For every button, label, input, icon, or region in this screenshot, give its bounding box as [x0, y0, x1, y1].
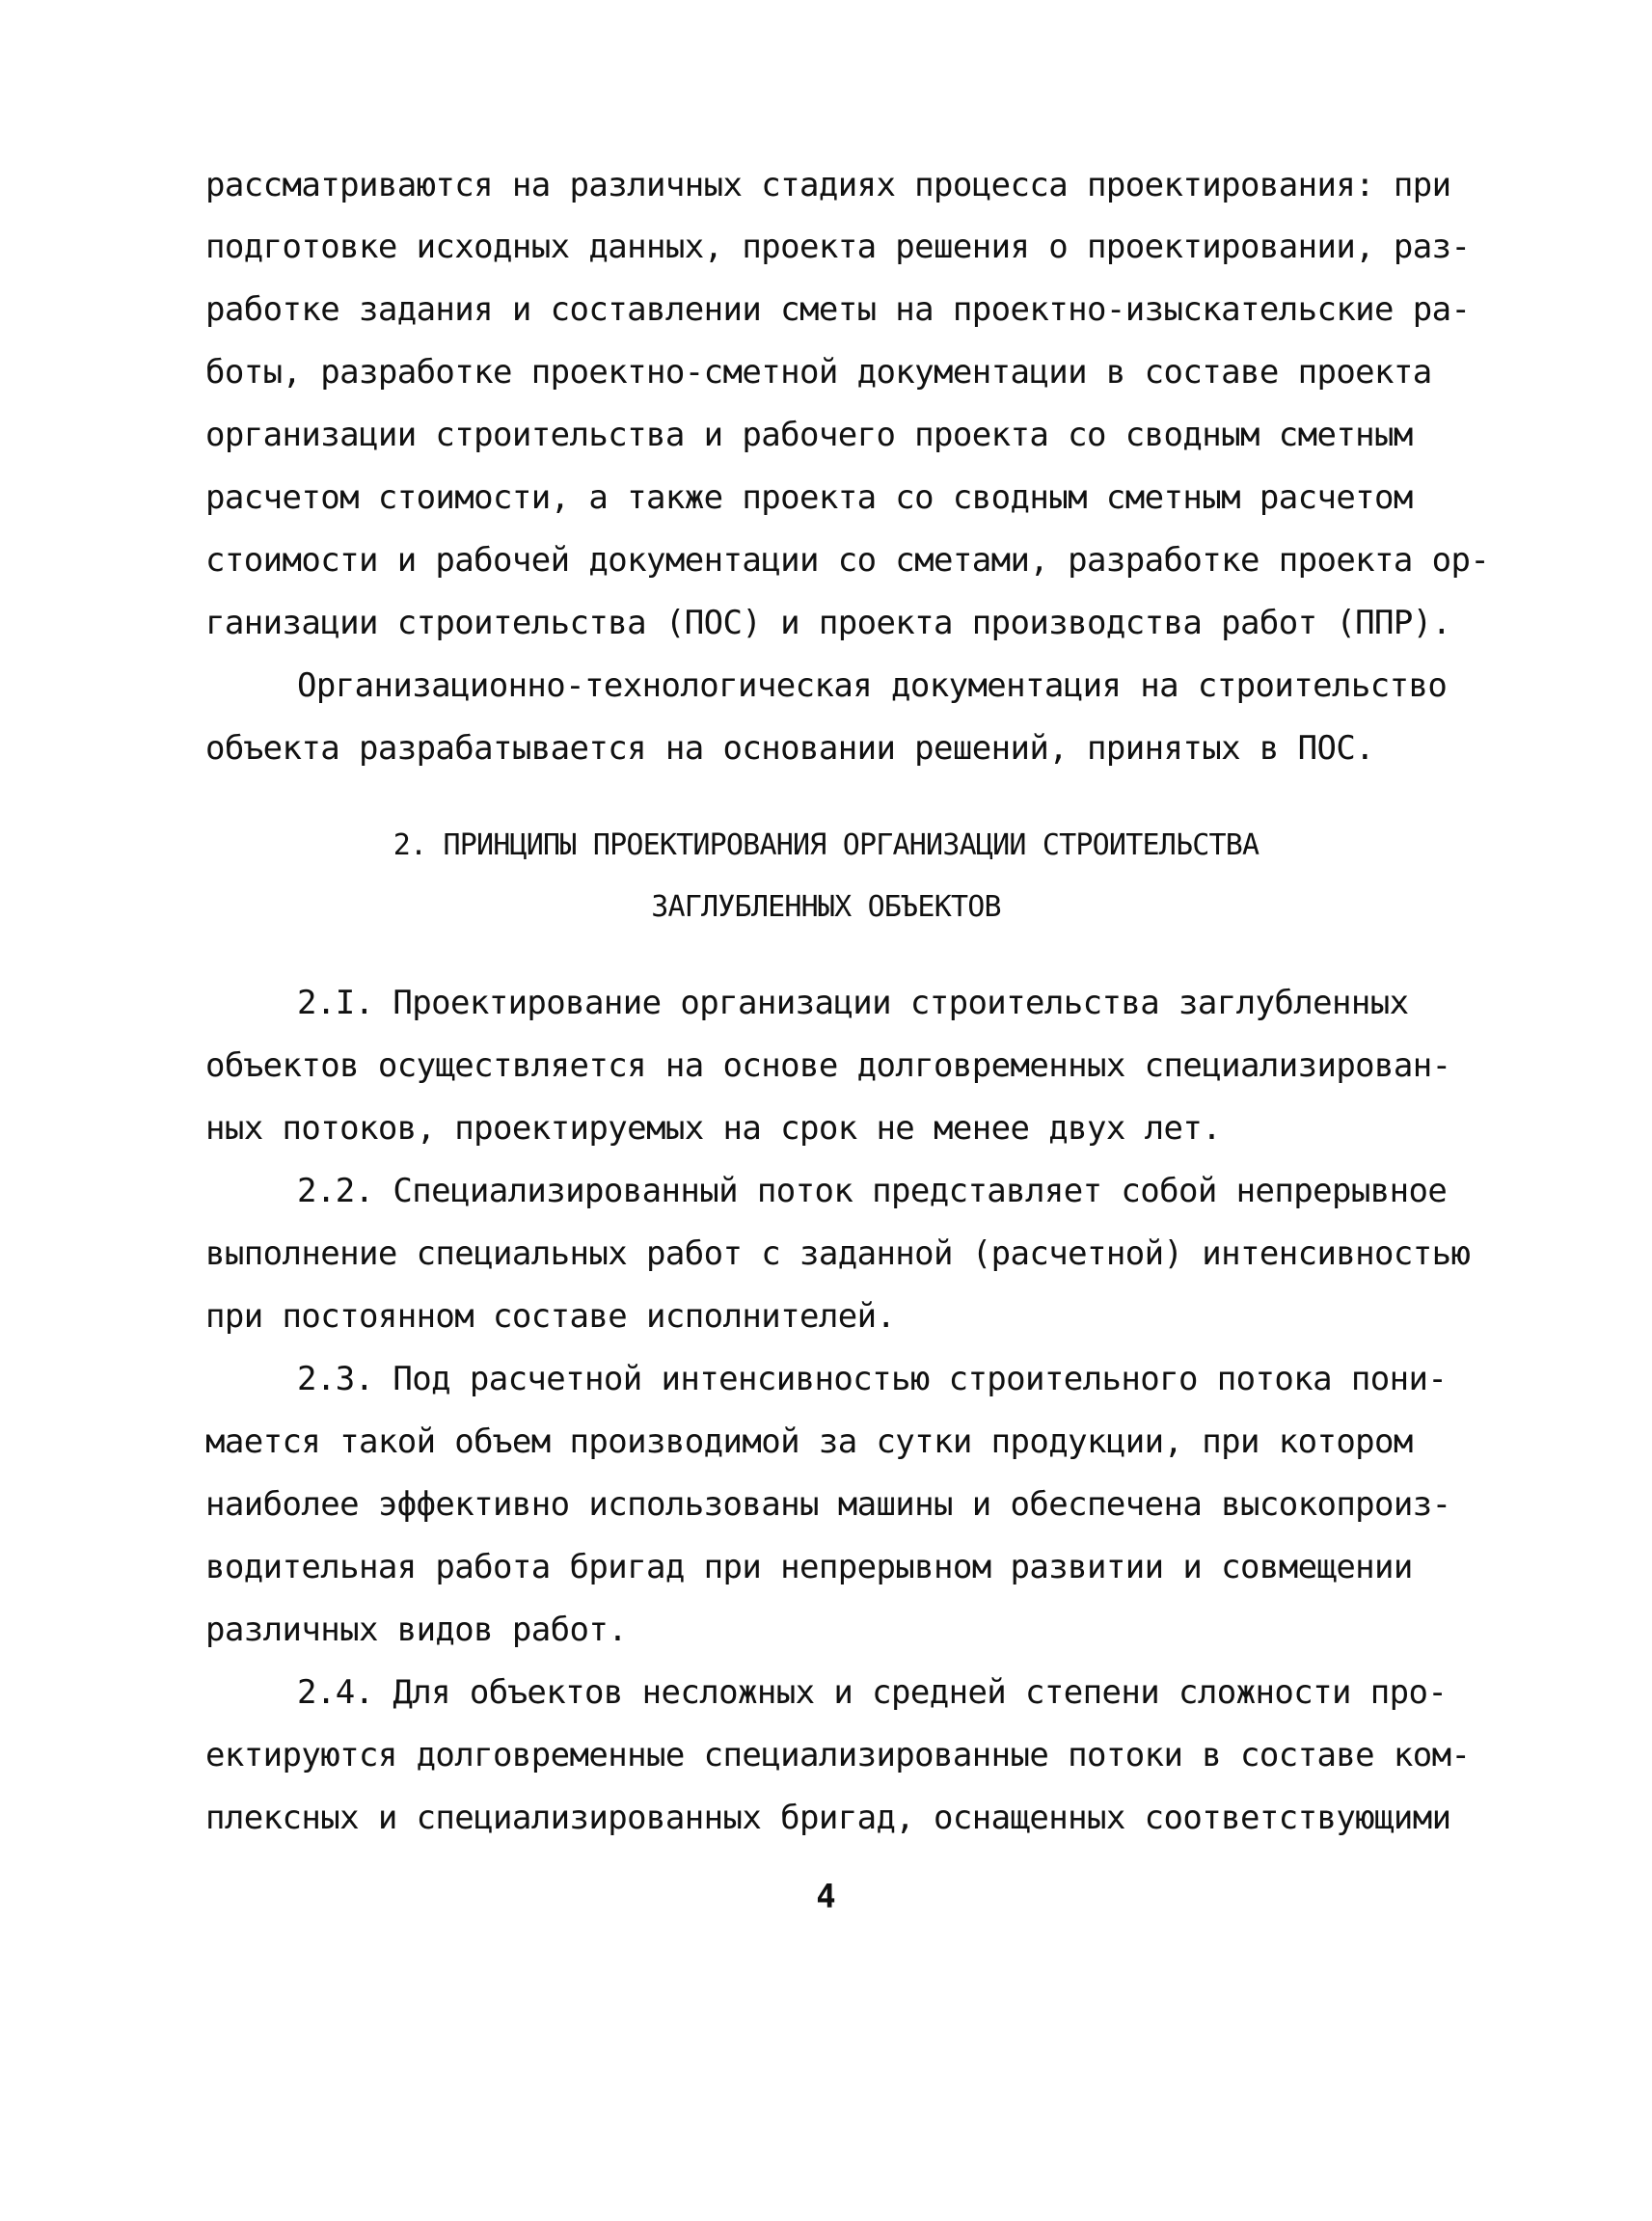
text-line: боты, разработке проектно-сметной документации в составе проекта [205, 353, 1432, 392]
text-line: расчетом стоимости, а также проекта со сводным сметным расчетом [205, 478, 1413, 517]
heading-line-2: ЗАГЛУБЛЕННЫХ ОБЪЕКТОВ [651, 890, 1001, 924]
text-line: при постоянном составе исполнителей. [205, 1297, 896, 1336]
page-number: 4 [816, 1878, 836, 1916]
text-line: 2.3. Под расчетной интенсивностью строительного потока пони- [297, 1360, 1448, 1398]
text-line: плексных и специализированных бригад, оснащенных соответствующими [205, 1799, 1451, 1837]
text-line: ганизации строительства (ПОС) и проекта производства работ (ППР). [205, 604, 1451, 642]
text-line: 2.I. Проектирование организации строительства заглубленных [297, 984, 1409, 1022]
text-line: мается такой объем производимой за сутки продукции, при котором [205, 1422, 1413, 1461]
text-line: работке задания и составлении сметы на проектно-изыскательские ра- [205, 290, 1471, 329]
text-line: водительная работа бригад при непрерывном развитии и совмещении [205, 1548, 1413, 1586]
text-line: объектов осуществляется на основе долговременных специализирован- [205, 1046, 1451, 1085]
text-line: наиболее эффективно использованы машины и обеспечена высокопроиз- [205, 1485, 1451, 1524]
text-line: различных видов работ. [205, 1611, 628, 1649]
text-line: выполнение специальных работ с заданной (расчетной) интенсивностью [205, 1234, 1471, 1273]
text-line: Организационно-технологическая документация на строительство [297, 666, 1448, 705]
text-line: стоимости и рабочей документации со сметами, разработке проекта ор- [205, 541, 1490, 580]
text-line: объекта разрабатывается на основании решений, принятых в ПОС. [205, 729, 1375, 768]
text-line: рассматриваются на различных стадиях процесса проектирования: при [205, 166, 1451, 204]
text-line: ных потоков, проектируемых на срок не менее двух лет. [205, 1109, 1222, 1148]
text-line: 2.2. Специализированный поток представляет собой непрерывное [297, 1172, 1448, 1210]
text-line: 2.4. Для объектов несложных и средней степени сложности про- [297, 1673, 1448, 1712]
text-line: организации строительства и рабочего проекта со сводным сметным [205, 416, 1413, 454]
heading-line-1: 2. ПРИНЦИПЫ ПРОЕКТИРОВАНИЯ ОРГАНИЗАЦИИ СТРОИТЕЛЬСТВА [393, 828, 1259, 862]
text-line: подготовке исходных данных, проекта решения о проектировании, раз- [205, 228, 1471, 266]
text-line: ектируются долговременные специализированные потоки в составе ком- [205, 1736, 1471, 1774]
